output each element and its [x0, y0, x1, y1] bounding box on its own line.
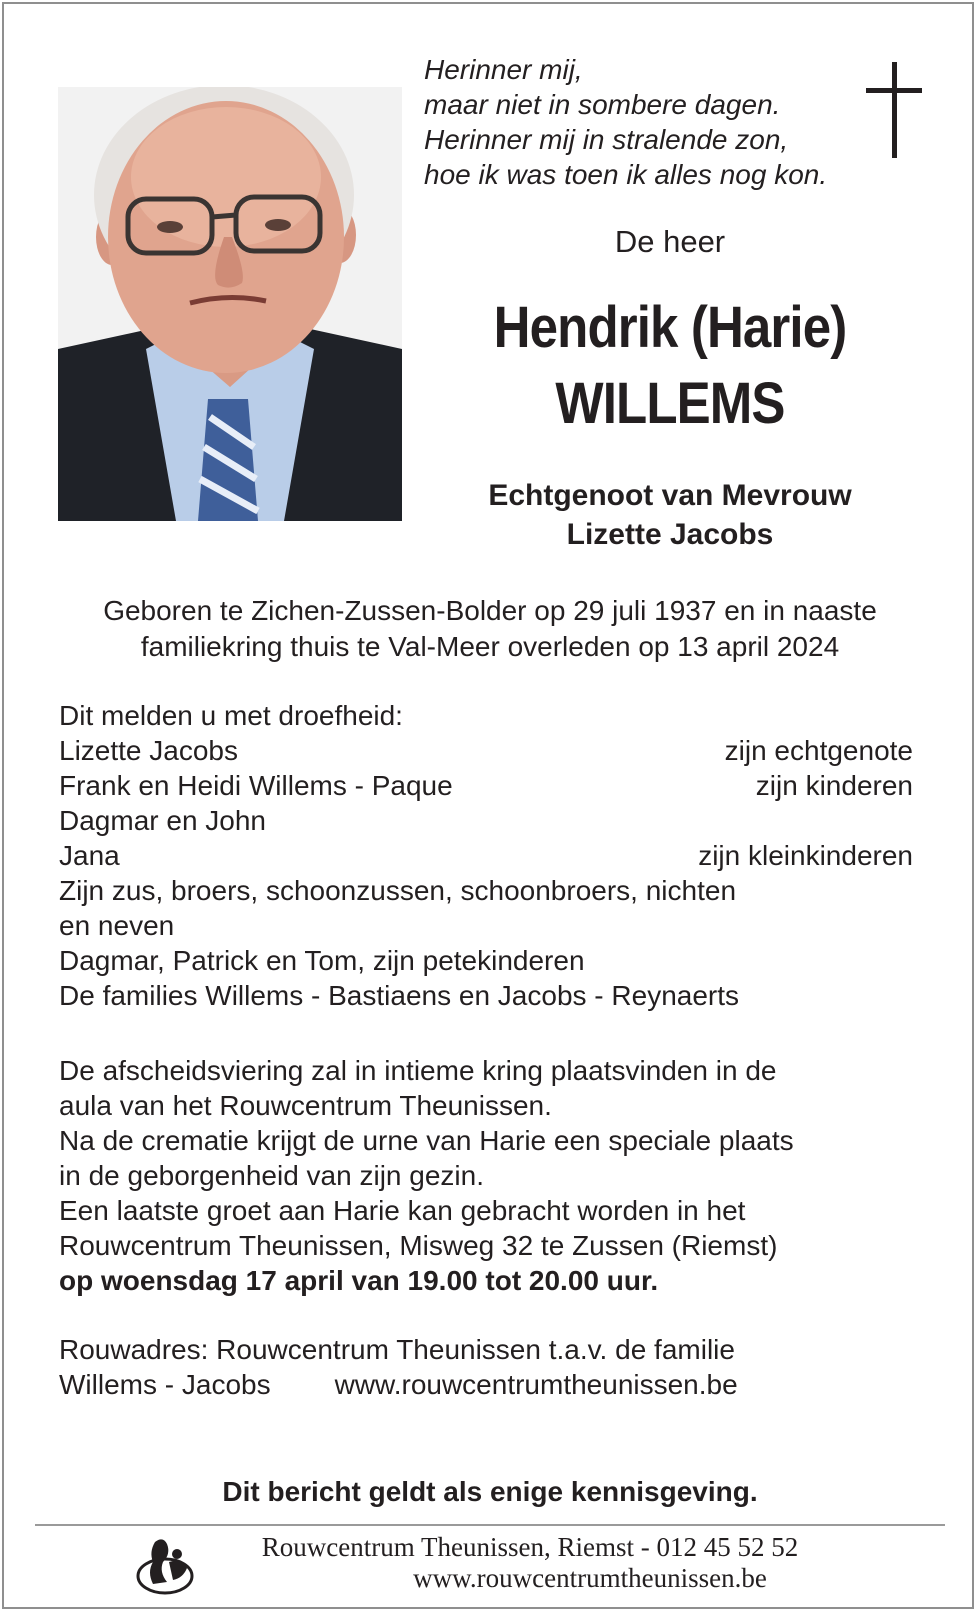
footer-contact: Rouwcentrum Theunissen, Riemst - 012 45 52 52 [261, 1532, 799, 1562]
ceremony-line: aula van het Rouwcentrum Theunissen. [59, 1090, 552, 1121]
ceremony-line: Rouwcentrum Theunissen, Misweg 32 te Zussen (Riemst) [59, 1230, 778, 1261]
list-item [59, 838, 913, 873]
mourner-name: Jana [59, 840, 120, 871]
address-line: Rouwadres: Rouwcentrum Theunissen t.a.v. de familie [59, 1334, 735, 1365]
mourner-relation: zijn kinderen [755, 770, 913, 801]
mourner-name: Dagmar en John [59, 805, 267, 836]
address-family: Willems - Jacobs [59, 1369, 271, 1400]
mourners-list [59, 698, 913, 1013]
mourners-intro: Dit melden u met droefheid: [59, 700, 403, 731]
portrait-photo [58, 87, 402, 521]
spouse-line: Lizette Jacobs [566, 518, 774, 551]
list-item [59, 943, 913, 978]
mourning-address [59, 1332, 738, 1402]
spouse-line: Echtgenoot van Mevrouw [488, 479, 852, 512]
address-line [59, 1367, 738, 1402]
footer-website-link[interactable]: www.rouwcentrumtheunissen.be [413, 1563, 767, 1593]
ceremony-line: in de geborgenheid van zijn gezin. [59, 1160, 484, 1191]
mourner-relation: zijn kleinkinderen [698, 840, 913, 871]
ceremony-line: De afscheidsviering zal in intieme kring plaatsvinden in de [59, 1055, 777, 1086]
born-line: familiekring thuis te Val-Meer overleden op 13 april 2024 [140, 631, 840, 662]
footer-divider [35, 1524, 945, 1526]
poem-line: Herinner mij in stralende zon, [424, 124, 789, 155]
mourner-name: Lizette Jacobs [59, 735, 238, 766]
list-item [59, 733, 913, 768]
ceremony-info [59, 1053, 794, 1298]
ceremony-line: Na de crematie krijgt de urne van Harie een speciale plaats [59, 1125, 794, 1156]
poem-line: maar niet in sombere dagen. [424, 89, 781, 120]
birth-death-info [30, 593, 950, 665]
ceremony-line: Een laatste groet aan Harie kan gebracht worden in het [59, 1195, 746, 1226]
cross-icon [866, 62, 922, 158]
honorific: De heer [614, 224, 726, 259]
list-item [59, 768, 913, 803]
mourner-name: Dagmar, Patrick en Tom, zijn petekinderen [59, 945, 585, 976]
poem-line: Herinner mij, [424, 54, 583, 85]
list-item [59, 873, 913, 908]
deceased-name-first: Hendrik (Harie) [493, 295, 847, 360]
notice: Dit bericht geldt als enige kennisgeving. [222, 1476, 758, 1507]
poem-line: hoe ik was toen ik alles nog kon. [424, 159, 828, 190]
mourner-name: Zijn zus, broers, schoonzussen, schoonbroers, nichten [59, 875, 737, 906]
ceremony-date: op woensdag 17 april van 19.00 tot 20.00 uur. [59, 1265, 659, 1296]
born-line: Geboren te Zichen-Zussen-Bolder op 29 juli 1937 en in naaste [103, 595, 877, 626]
mourner-name: en neven [59, 910, 175, 941]
poem [424, 52, 827, 192]
list-item [59, 908, 913, 943]
deceased-name-last: WILLEMS [555, 371, 785, 436]
list-item [59, 803, 913, 838]
address-website-link[interactable]: www.rouwcentrumtheunissen.be [334, 1369, 738, 1400]
mourner-name: Frank en Heidi Willems - Paque [59, 770, 453, 801]
spouse-info [430, 476, 910, 554]
list-item [59, 978, 913, 1013]
mourner-name: De families Willems - Bastiaens en Jacobs - Reynaerts [59, 980, 740, 1011]
funeral-home-logo-icon [133, 1532, 197, 1596]
mourner-relation: zijn echtgenote [724, 735, 913, 766]
